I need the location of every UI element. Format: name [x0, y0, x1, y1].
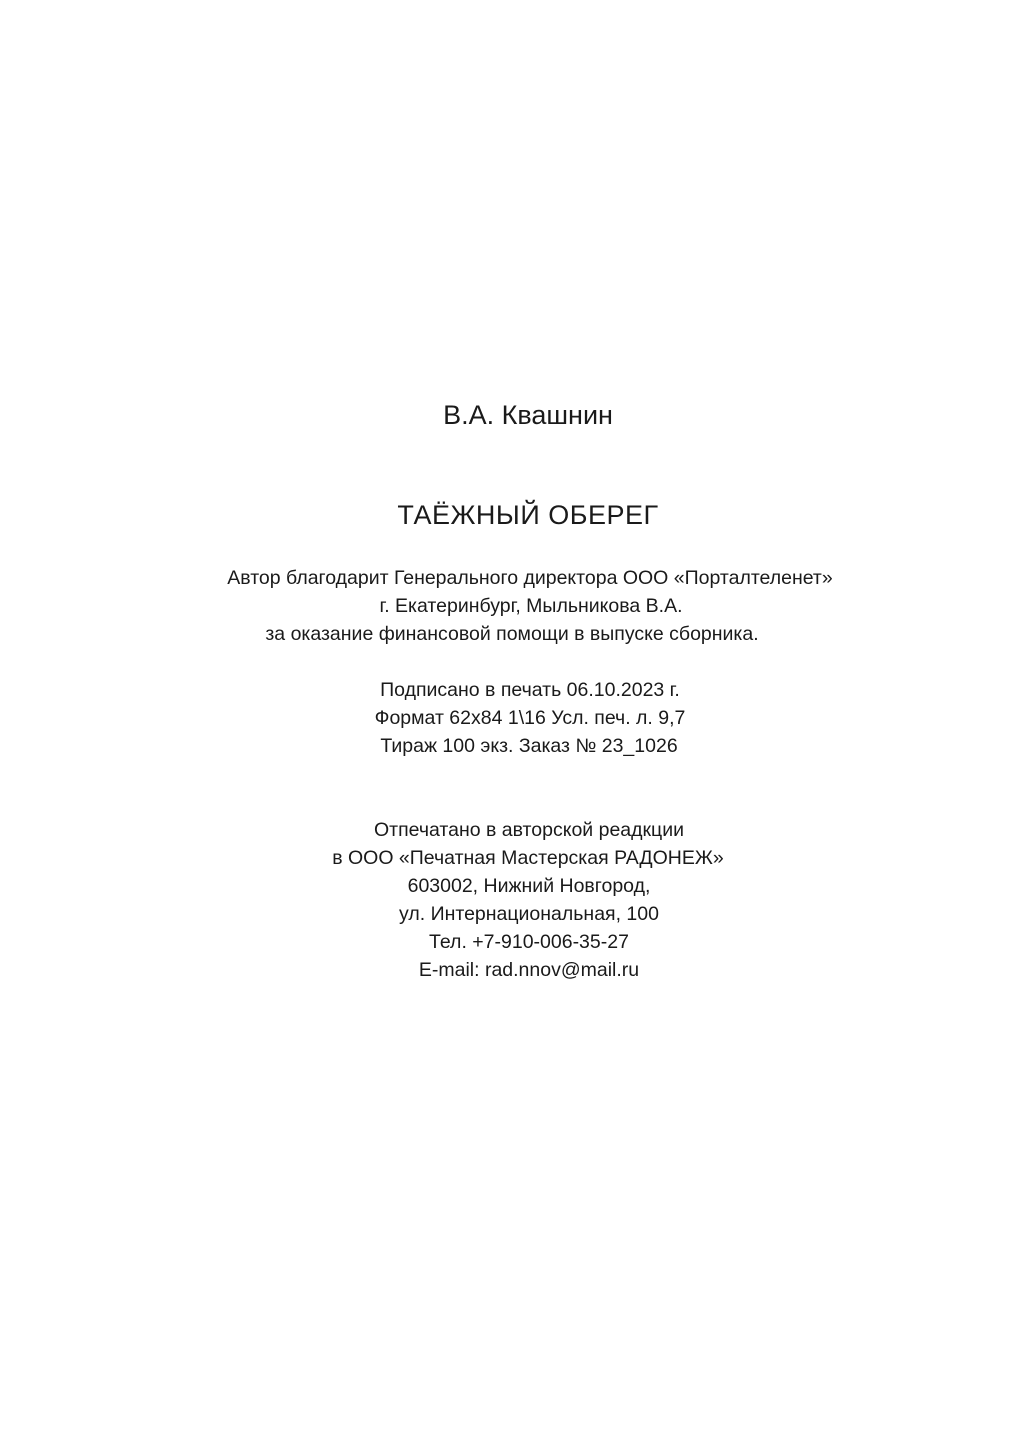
acknowledgement-line-3: за оказание финансовой помощи в выпуске сборника. — [265, 623, 759, 645]
book-title: ТАЁЖНЫЙ ОБЕРЕГ — [397, 500, 659, 530]
imprint-format: Формат 62х84 1\16 Усл. печ. л. 9,7 — [374, 707, 686, 729]
imprint-signed: Подписано в печать 06.10.2023 г. — [380, 679, 680, 701]
printer-line-3: 603002, Нижний Новгород, — [407, 875, 651, 897]
printer-line-2: в ООО «Печатная Мастерская РАДОНЕЖ» — [332, 847, 724, 869]
printer-line-1: Отпечатано в авторской реадкции — [373, 819, 685, 841]
imprint-print-run: Тираж 100 экз. Заказ № 23_1026 — [380, 735, 678, 757]
acknowledgement-line-1: Автор благодарит Генерального директора ООО «Порталтеленет» — [227, 567, 833, 589]
printer-email: E-mail: rad.nnov@mail.ru — [418, 959, 640, 981]
printer-phone: Тел. +7-910-006-35-27 — [429, 931, 629, 953]
author-name: В.А. Квашнин — [443, 400, 613, 430]
acknowledgement-line-2: г. Екатеринбург, Мыльникова В.А. — [379, 595, 683, 617]
printer-line-4: ул. Интернациональная, 100 — [399, 903, 659, 925]
